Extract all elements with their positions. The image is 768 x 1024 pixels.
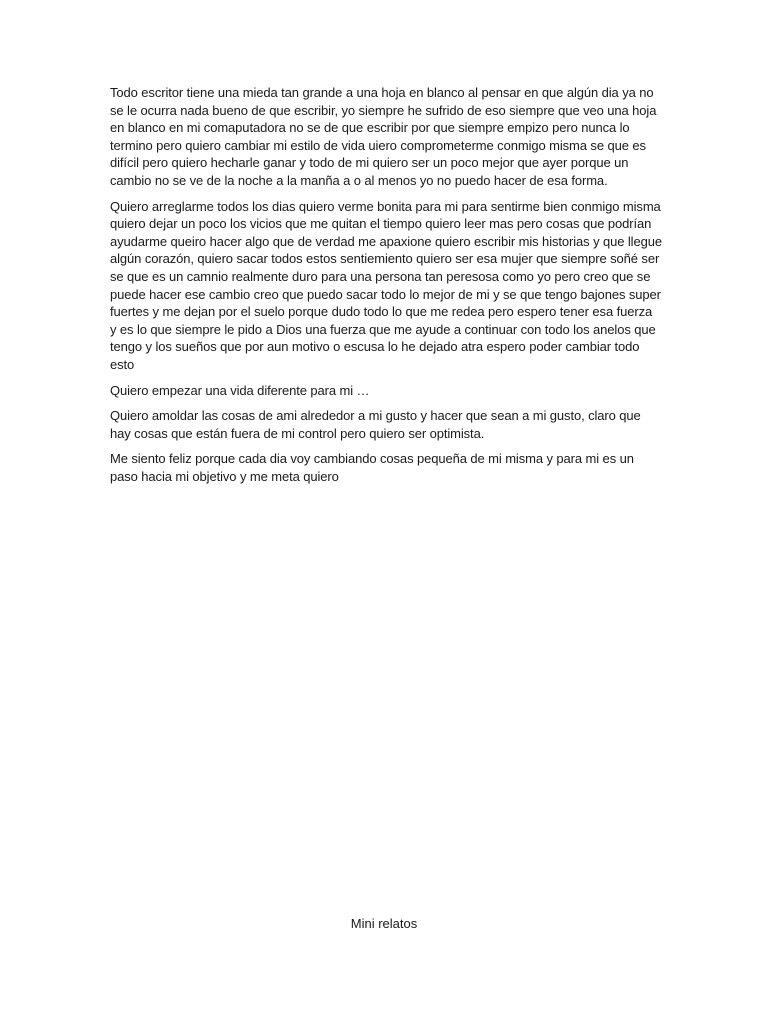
paragraph-4: Quiero amoldar las cosas de ami alrededor a mi gusto y hacer que sean a mi gusto, claro que hay cosas que están fuera de mi control pero quiero ser optimista. [110,408,641,441]
paragraph-5: Me siento feliz porque cada dia voy cambiando cosas pequeña de mi misma y para mi es un paso hacia mi objetivo y me meta quiero [110,451,634,484]
document-body [110,84,662,493]
paragraph-2: Quiero arreglarme todos los dias quiero verme bonita para mi para sentirme bien conmigo misma quiero dejar un poco los vicios que me quitan el tiempo quiero leer mas pero cosas que podrían ayudarme queiro hacer algo que de verdad me apaxione quiero escribir mis historias y que llegue algún corazón, quiero sacar todos estos sentiemiento quiero ser esa mujer que siempre soñé ser se que es un camnio realmente duro para una persona tan peresosa como yo pero creo que se puede hacer ese cambio creo que puedo sacar todo lo mejor de mi y se que tengo bajones super fuertes y me dejan por el suelo porque dudo todo lo que me redea pero espero tener esa fuerza y es lo que siempre le pido a Dios una fuerza que me ayude a continuar con todo los anelos que tengo y los sueños que por aun motivo o escusa lo he dejado atra espero poder cambiar todo esto [110,198,662,372]
paragraph-1: Todo escritor tiene una mieda tan grande a una hoja en blanco al pensar en que algún dia ya no se le ocurra nada bueno de que escribir, yo siempre he sufrido de eso siempre que veo una hoja en blanco en mi comaputadora no se de que escribir por que siempre empizo pero nunca lo termino pero quiero cambiar mi estilo de vida uiero comprometerme conmigo misma se que es difícil pero quiero hecharle ganar y todo de mi quiero ser un poco mejor que ayer porque un cambio no se ve de la noche a la manña a o al menos yo no puedo hacer de esa forma. [110,85,657,188]
page-footer: Mini relatos [350,916,418,931]
paragraph-3: Quiero empezar una vida diferente para mi … [110,382,370,398]
